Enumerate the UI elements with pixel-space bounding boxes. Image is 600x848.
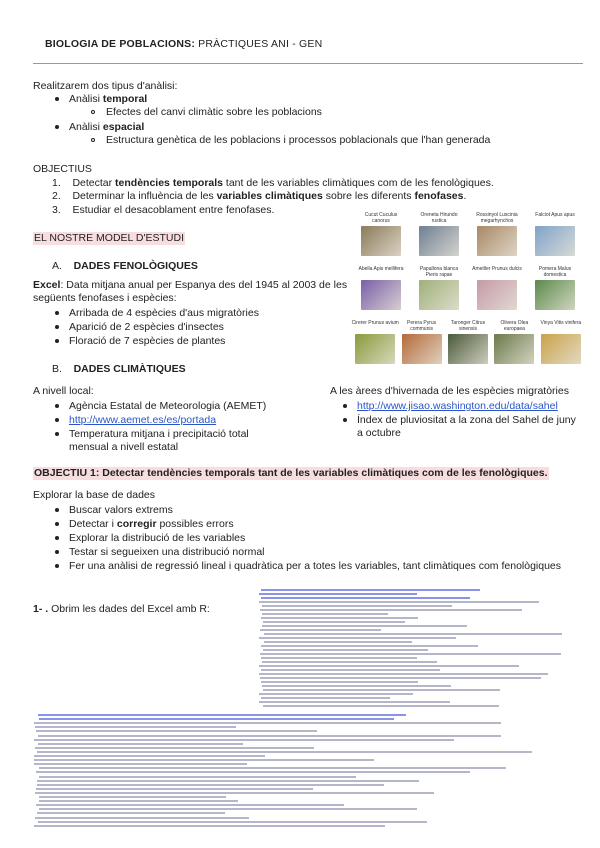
objectiu-3: 3. Estudiar el desacoblament entre fenofases. <box>52 204 275 216</box>
console-text-line <box>259 637 456 639</box>
species-caption: Oreneta Hirundo rustica <box>420 212 458 224</box>
console-text-line <box>35 817 249 819</box>
species-photo <box>535 280 575 310</box>
bullet-icon <box>55 564 59 568</box>
excel-description: Excel: Data mitjana anual per Espanya des del 1945 al 2003 de les <box>33 279 348 291</box>
fenofase-item: Floració de 7 espècies de plantes <box>69 335 226 347</box>
model-title: EL NOSTRE MODEL D'ESTUDI <box>34 232 184 244</box>
bullet-icon <box>55 508 59 512</box>
console-text-line <box>261 697 390 699</box>
section-b-heading: B. DADES CLIMÀTIQUES <box>52 363 186 375</box>
console-text-line <box>36 730 317 732</box>
temperature-item: Temperatura mitjana i precipitació total <box>69 428 249 440</box>
console-text-line <box>261 681 418 683</box>
bullet-icon <box>55 125 59 129</box>
explore-item: Testar si segueixen una distribució normal <box>69 546 265 558</box>
bullet-icon <box>55 404 59 408</box>
console-text-line <box>38 821 427 823</box>
console-text-line <box>260 609 522 611</box>
species-caption: Ametller Prunus dulcis <box>472 266 522 272</box>
bullet-icon <box>55 311 59 315</box>
species-photo <box>477 226 517 256</box>
species-photo <box>361 280 401 310</box>
console-text-line <box>260 653 561 655</box>
species-photo <box>402 334 442 364</box>
bullet-icon <box>55 550 59 554</box>
console-text-line <box>37 784 384 786</box>
hivernada-title: A les àrees d'hivernada de les espècies migratòries <box>330 385 569 397</box>
console-text-line <box>261 657 417 659</box>
temperature-item-2: mensual a nivell estatal <box>69 441 179 453</box>
console-text-line <box>35 792 434 794</box>
console-text-line <box>261 597 470 599</box>
console-text-line <box>260 677 541 679</box>
console-text-line <box>263 621 405 623</box>
r-console-screenshot-top <box>255 587 585 707</box>
intro-item-espacial: Anàlisi espacial <box>69 121 145 133</box>
console-text-line <box>39 718 394 720</box>
console-text-line <box>34 722 501 724</box>
species-caption: Rossinyol Luscinia megarhynchos <box>476 212 518 224</box>
console-text-line <box>259 693 413 695</box>
species-photo <box>361 226 401 256</box>
fenofase-item: Aparició de 2 espècies d'insectes <box>69 321 224 333</box>
console-text-line <box>39 767 506 769</box>
console-text-line <box>261 589 480 591</box>
console-text-line <box>264 641 412 643</box>
objectius-title: OBJECTIUS <box>33 163 92 175</box>
step-1: 1- . Obrim les dades del Excel amb R: <box>33 603 210 615</box>
console-text-line <box>37 780 419 782</box>
species-caption: Taronger Citrus sinensis <box>450 320 486 332</box>
species-photo-grid <box>352 212 584 372</box>
species-caption: Pomera Malus domestica <box>538 266 572 278</box>
species-caption: Cirerer Prunus avium <box>351 320 399 326</box>
intro-lead: Realitzarem dos tipus d'anàlisi: <box>33 80 178 92</box>
console-text-line <box>263 689 500 691</box>
species-caption: Vinya Vitis vinifera <box>540 320 582 326</box>
bullet-icon <box>55 97 59 101</box>
header-bold: BIOLOGIA DE POBLACIONS: <box>45 38 196 50</box>
console-text-line <box>262 661 437 663</box>
species-photo <box>355 334 395 364</box>
document-header <box>45 38 322 50</box>
console-text-line <box>34 759 374 761</box>
explore-item: Detectar i corregir possibles errors <box>69 518 234 530</box>
species-photo <box>535 226 575 256</box>
species-photo <box>419 280 459 310</box>
bullet-icon <box>55 418 59 422</box>
species-caption: Abella Apis mellifera <box>358 266 404 272</box>
console-text-line <box>259 673 548 675</box>
objectiu-1-title: OBJECTIU 1: Detectar tendències temporals tant de les variables climàtiques com de les fenològiques. <box>34 467 548 479</box>
species-photo <box>477 280 517 310</box>
species-caption: Cucut Cuculus canorus <box>364 212 398 224</box>
console-text-line <box>262 685 451 687</box>
species-photo <box>541 334 581 364</box>
sahel-index-item: Índex de pluviositat a la zona del Sahel de juny <box>357 414 576 426</box>
console-text-line <box>34 739 454 741</box>
console-text-line <box>39 808 417 810</box>
species-photo <box>494 334 534 364</box>
sahel-link[interactable]: http://www.jisao.washington.edu/data/sahel <box>357 400 558 412</box>
excel-description-2: següents fenofases i espècies: <box>33 292 177 304</box>
intro-item-temporal: Anàlisi temporal <box>69 93 148 105</box>
console-text-line <box>37 751 532 753</box>
bullet-icon <box>55 536 59 540</box>
console-text-line <box>259 665 519 667</box>
objectiu-2: 2. Determinar la influència de les variables climàtiques sobre les diferents fenofases. <box>52 190 467 202</box>
intro-sub-temporal: Efectes del canvi climàtic sobre les poblacions <box>106 106 322 118</box>
aemet-item: Agència Estatal de Meteorologia (AEMET) <box>69 400 267 412</box>
sahel-index-item-2: a octubre <box>357 427 401 439</box>
console-text-line <box>261 645 478 647</box>
console-text-line <box>264 633 562 635</box>
console-text-line <box>261 669 440 671</box>
console-text-line <box>259 601 539 603</box>
console-text-line <box>38 735 501 737</box>
species-caption: Olivera Olea europaea <box>500 320 529 332</box>
fenofase-item: Arribada de 4 espècies d'aus migratòries <box>69 307 259 319</box>
console-text-line <box>36 771 470 773</box>
species-photo <box>419 226 459 256</box>
species-caption: Falciot Apus apus <box>535 212 575 218</box>
console-text-line <box>263 705 499 707</box>
aemet-link[interactable]: http://www.aemet.es/es/portada <box>69 414 217 426</box>
console-text-line <box>34 763 247 765</box>
console-text-line <box>35 747 314 749</box>
console-text-line <box>261 617 418 619</box>
species-caption: Papallona blanca Pieris rapae <box>419 266 459 278</box>
console-text-line <box>39 796 226 798</box>
sub-bullet-icon <box>91 110 95 114</box>
console-text-line <box>262 605 452 607</box>
console-text-line <box>36 788 313 790</box>
console-text-line <box>39 776 356 778</box>
species-photo <box>448 334 488 364</box>
explore-item: Explorar la distribució de les variables <box>69 532 246 544</box>
console-text-line <box>38 714 406 716</box>
sub-bullet-icon <box>91 138 95 142</box>
bullet-icon <box>55 432 59 436</box>
console-text-line <box>259 701 450 703</box>
section-a-heading: A. DADES FENOLÒGIQUES <box>52 260 198 272</box>
console-text-line <box>263 649 428 651</box>
species-caption: Perera Pyrus communis <box>407 320 437 332</box>
console-text-line <box>262 625 467 627</box>
console-text-line <box>35 726 236 728</box>
console-text-line <box>38 743 243 745</box>
local-title: A nivell local: <box>33 385 94 397</box>
bullet-icon <box>55 522 59 526</box>
intro-sub-espacial: Estructura genètica de les poblacions i processos poblacionals que l'han generada <box>106 134 491 146</box>
console-text-line <box>39 800 238 802</box>
console-text-line <box>262 613 388 615</box>
console-text-line <box>260 629 381 631</box>
explore-item: Buscar valors extrems <box>69 504 173 516</box>
bullet-icon <box>55 325 59 329</box>
bullet-icon <box>343 404 347 408</box>
console-text-line <box>259 593 417 595</box>
console-text-line <box>36 804 344 806</box>
header-divider <box>33 63 583 64</box>
console-text-line <box>37 812 225 814</box>
r-console-screenshot-bottom <box>30 712 570 830</box>
obj1-lead: Explorar la base de dades <box>33 489 155 501</box>
console-text-line <box>34 825 385 827</box>
objectiu-1: 1. Detectar tendències temporals tant de les variables climàtiques com de les fenològiques. <box>52 177 494 189</box>
console-text-line <box>34 755 265 757</box>
bullet-icon <box>343 418 347 422</box>
header-rest: PRÀCTIQUES ANI - GEN <box>195 38 323 50</box>
explore-item: Fer una anàlisi de regressió lineal i quadràtica per a totes les variables, tant climàtiques com fenològiques <box>69 560 562 572</box>
bullet-icon <box>55 339 59 343</box>
